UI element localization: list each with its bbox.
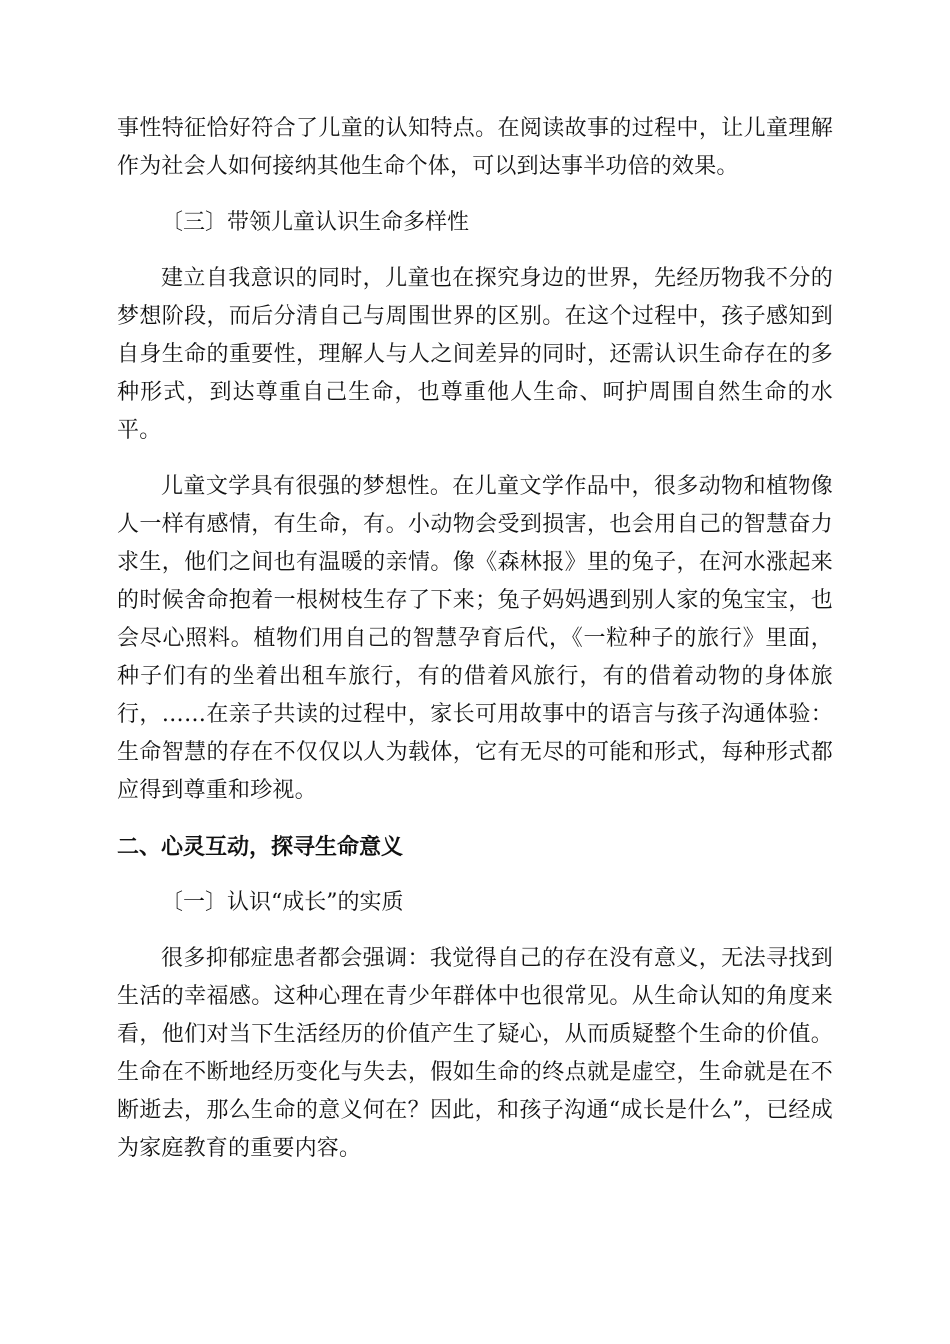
paragraph-self-awareness: 建立自我意识的同时，儿童也在探究身边的世界，先经历物我不分的梦想阶段，而后分清自己与周围世界的区别。在这个过程中，孩子感知到自身生命的重要性，理解人与人之间差异的同时，还需认识生命存在的多种形式，到达尊重自己生命，也尊重他人生命、呵护周围自然生命的水平。 <box>117 266 833 443</box>
subheading-one: 〔一〕认识“成长”的实质 <box>161 890 404 915</box>
section-heading-two: 二、心灵互动，探寻生命意义 <box>117 834 404 860</box>
paragraph-meaning-of-life: 很多抑郁症患者都会强调：我觉得自己的存在没有意义，无法寻找到生活的幸福感。这种心理在青少年群体中也很常见。从生命认知的角度来看，他们对当下生活经历的价值产生了疑心，从而质疑整个生命的价值。生命在不断地经历变化与失去，假如生命的终点就是虚空，生命就是在不断逝去，那么生命的意义何在？因此，和孩子沟通“成长是什么”，已经成为家庭教育的重要内容。 <box>117 946 833 1161</box>
paragraph-children-literature: 儿童文学具有很强的梦想性。在儿童文学作品中，很多动物和植物像人一样有感情，有生命，有。小动物会受到损害，也会用自己的智慧奋力求生，他们之间也有温暖的亲情。像《森林报》里的兔子，在河水涨起来的时候舍命抱着一根树枝生存了下来；兔子妈妈遇到别人家的兔宝宝，也会尽心照料。植物们用自己的智慧孕育后代，《一粒种子的旅行》里面，种子们有的坐着出租车旅行，有的借着风旅行，有的借着动物的身体旅行，……在亲子共读的过程中，家长可用故事中的语言与孩子沟通体验：生命智慧的存在不仅仅以人为载体，它有无尽的可能和形式，每种形式都应得到尊重和珍视。 <box>117 474 833 803</box>
document-page <box>117 110 833 1168</box>
subheading-three: 〔三〕带领儿童认识生命多样性 <box>161 210 470 235</box>
paragraph-continuation: 事性特征恰好符合了儿童的认知特点。在阅读故事的过程中，让儿童理解作为社会人如何接纳其他生命个体，可以到达事半功倍的效果。 <box>117 116 833 179</box>
